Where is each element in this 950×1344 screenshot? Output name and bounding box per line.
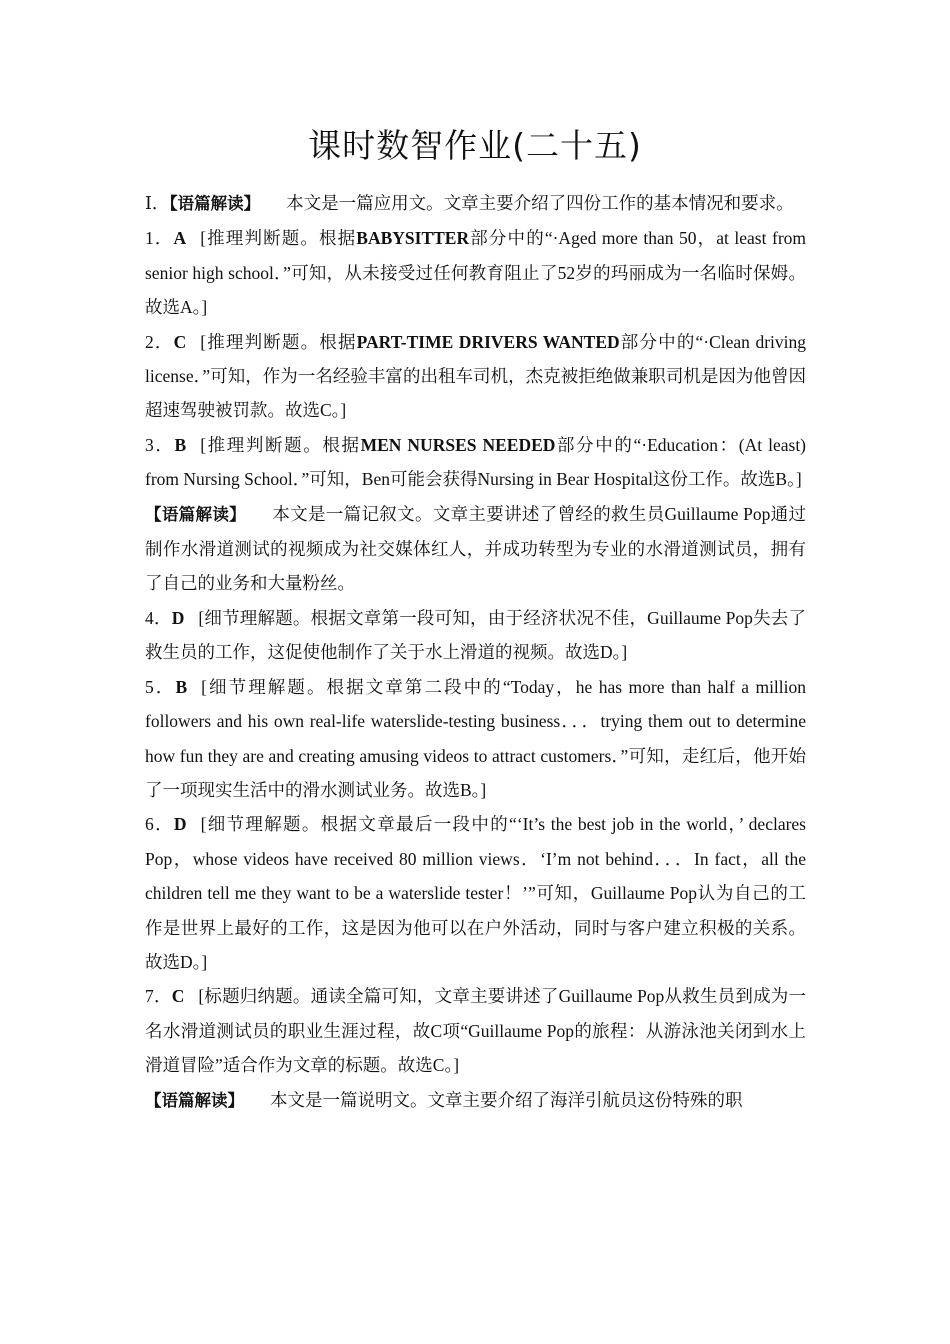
question-1: [145, 221, 806, 324]
question-1-number: 1．: [145, 228, 174, 249]
question-7-answer: C: [171, 986, 185, 1007]
question-3-answer: B: [174, 434, 187, 455]
question-2-answer: C: [173, 331, 187, 352]
section-1-label: 【语篇解读】: [169, 194, 261, 213]
section-1-text: 本文是一篇应用文。文章主要介绍了四份工作的基本情况和要求。: [286, 193, 794, 213]
section-3-intro: [145, 1083, 806, 1118]
section-3-text: 本文是一篇说明文。文章主要介绍了海洋引航员这份特殊的职: [270, 1089, 743, 1110]
question-5-number: 5．: [145, 676, 176, 697]
question-1-answer: A: [173, 228, 187, 249]
section-1-prefix: Ⅰ．: [145, 193, 170, 213]
question-4: [145, 601, 806, 670]
question-7: [145, 979, 806, 1082]
question-7-text: [标题归纳题。通读全篇可知，文章主要讲述了Guillaume Pop从救生员到成为一名水滑道测试员的职业生涯过程，故C项“Guillaume Pop的旅程：从游泳池关闭到水上滑道冒险”适合作为文章的标题。故选C。]: [145, 986, 807, 1076]
question-5-text: [细节理解题。根据文章第二段中的“Today，he has more than half a million followers and his own real-life waterslide-testing business．．．trying them out to determine how fun they are and creating amusing videos to attract customers．”可知，走红后，他开始了一项现实生活中的滑水测试业务。故选B。]: [145, 676, 807, 800]
question-4-number: 4．: [145, 607, 172, 628]
section-2-intro: [145, 497, 806, 601]
section-2-label: 【语篇解读】: [145, 504, 246, 524]
section-3-label: 【语篇解读】: [145, 1090, 244, 1110]
page-title: 课时数智作业(二十五): [308, 126, 642, 165]
question-7-number: 7．: [145, 986, 172, 1007]
section-2-text: 本文是一篇记叙文。文章主要讲述了曾经的救生员Guillaume Pop通过制作水滑道测试的视频成为社交媒体红人，并成功转型为专业的水滑道测试员，拥有了自己的业务和大量粉丝。: [145, 503, 807, 594]
question-4-answer: D: [171, 607, 185, 628]
question-5: [145, 670, 806, 808]
question-3-number: 3．: [145, 434, 175, 455]
question-4-text: [细节理解题。根据文章第一段可知，由于经济状况不佳，Guillaume Pop失去了救生员的工作，这促使他制作了关于水上滑道的视频。故选D。]: [145, 607, 807, 663]
question-6-number: 6．: [145, 814, 174, 835]
answer-content: [145, 186, 806, 1118]
question-2-bold: PART-TIME DRIVERS WANTED: [356, 331, 620, 352]
question-1-bold: BABYSITTER: [356, 228, 470, 249]
question-6: [145, 807, 806, 979]
question-5-answer: B: [175, 676, 188, 697]
question-3-text-a: [推理判断题。根据: [200, 434, 361, 455]
question-2-text-a: [推理判断题。根据: [200, 331, 357, 352]
question-3: [145, 428, 806, 497]
section-1-intro: [145, 186, 806, 221]
question-6-text: [细节理解题。根据文章最后一段中的“‘It’s the best job in the world，’ declares Pop，whose videos have received 80 million views．‘I’m not behind．．．In fact，all the children tell me they want to be a waterslide tester！’”可知，Guillaume Pop认为自己的工作是世界上最好的工作，这是因为他可以在户外活动，同时与客户建立积极的关系。故选D。]: [145, 814, 806, 972]
question-2: [145, 325, 806, 428]
question-2-number: 2．: [145, 331, 174, 352]
question-2-text-b: 部分中的“·Clean driving license．”可知，作为一名经验丰富的出租车司机，杰克被拒绝做兼职司机是因为他曾因超速驾驶被罚款。故选C。]: [145, 331, 807, 421]
question-1-text-b: 部分中的“·Aged more than 50，at least from senior high school．”可知，从未接受过任何教育阻止了52岁的玛丽成为一名临时保姆。故选A。]: [145, 228, 807, 318]
question-1-text-a: [推理判断题。根据: [200, 228, 357, 249]
question-6-answer: D: [173, 814, 187, 835]
question-3-text-b: 部分中的“·Education：(At least) from Nursing School．”可知，Ben可能会获得Nursing in Bear Hospital这份工作。故选B。]: [145, 434, 807, 490]
question-3-bold: MEN NURSES NEEDED: [360, 434, 556, 455]
